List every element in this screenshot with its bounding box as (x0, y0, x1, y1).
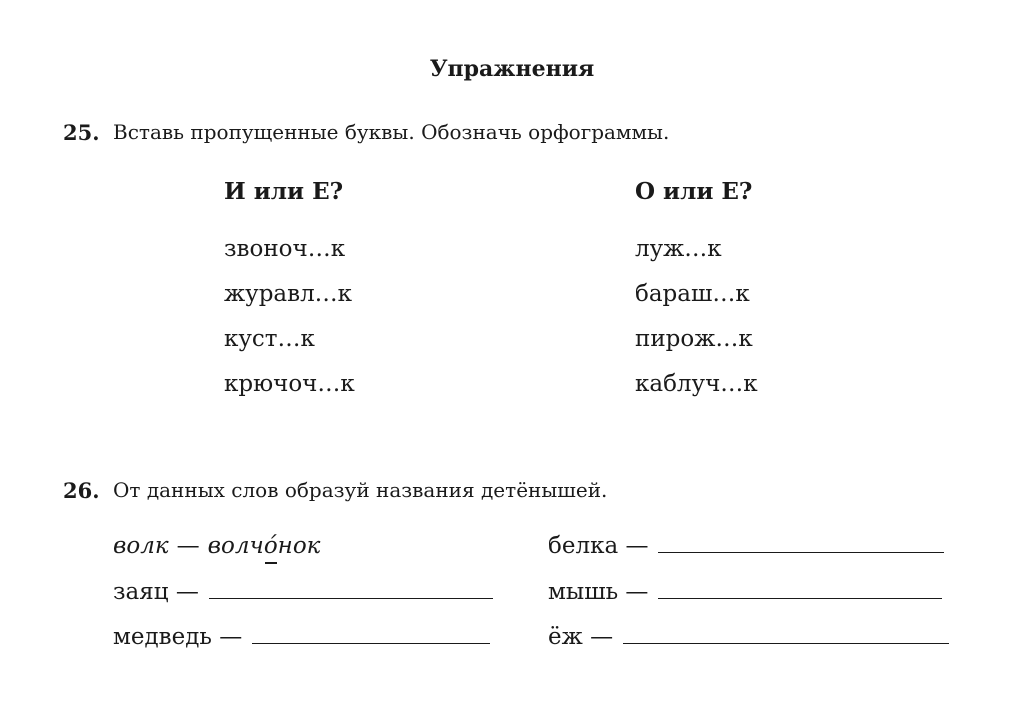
stressed-vowel (264, 533, 278, 559)
fill-pair (113, 624, 490, 650)
word-item: пирож…к (635, 326, 753, 352)
word-item: куст…к (224, 326, 315, 352)
exercise-26-instruction: От данных слов образуй названия детёнышей. (113, 478, 608, 502)
prompt-word: ёж — (548, 624, 614, 650)
word-item: крючоч…к (224, 371, 355, 397)
example-word: волк (113, 533, 169, 559)
page-title: Упражнения (429, 56, 595, 82)
answer-blank[interactable] (658, 552, 944, 553)
stressed-letter: о́ (263, 533, 278, 559)
prompt-word: мышь — (548, 579, 649, 605)
exercise-26-number: 26. (63, 478, 100, 503)
fill-pair (548, 533, 944, 559)
column-heading-i-or-e: И или Е? (224, 178, 344, 205)
word-item: каблуч…к (635, 371, 758, 397)
prompt-word: заяц — (113, 579, 199, 605)
answer-blank[interactable] (623, 643, 949, 644)
answer-blank[interactable] (658, 598, 942, 599)
exercise-25-instruction: Вставь пропущенные буквы. Обозначь орфограммы. (113, 120, 670, 144)
word-item: луж…к (635, 236, 722, 262)
fill-pair (548, 579, 942, 605)
orthogram-underline (265, 562, 277, 564)
answer-part: волч (207, 533, 264, 559)
answer-blank[interactable] (252, 643, 490, 644)
answer-blank[interactable] (209, 598, 493, 599)
fill-pair (113, 579, 493, 605)
fill-pair (548, 624, 949, 650)
prompt-word: белка — (548, 533, 649, 559)
dash: — (176, 533, 200, 559)
example-pair (113, 533, 320, 559)
word-item: бараш…к (635, 281, 750, 307)
prompt-word: медведь — (113, 624, 243, 650)
example-answer (208, 533, 321, 559)
answer-part: нок (277, 533, 321, 559)
word-item: журавл…к (224, 281, 353, 307)
word-item: звоноч…к (224, 236, 346, 262)
exercise-25-number: 25. (63, 120, 100, 145)
column-heading-o-or-e: О или Е? (635, 178, 753, 205)
